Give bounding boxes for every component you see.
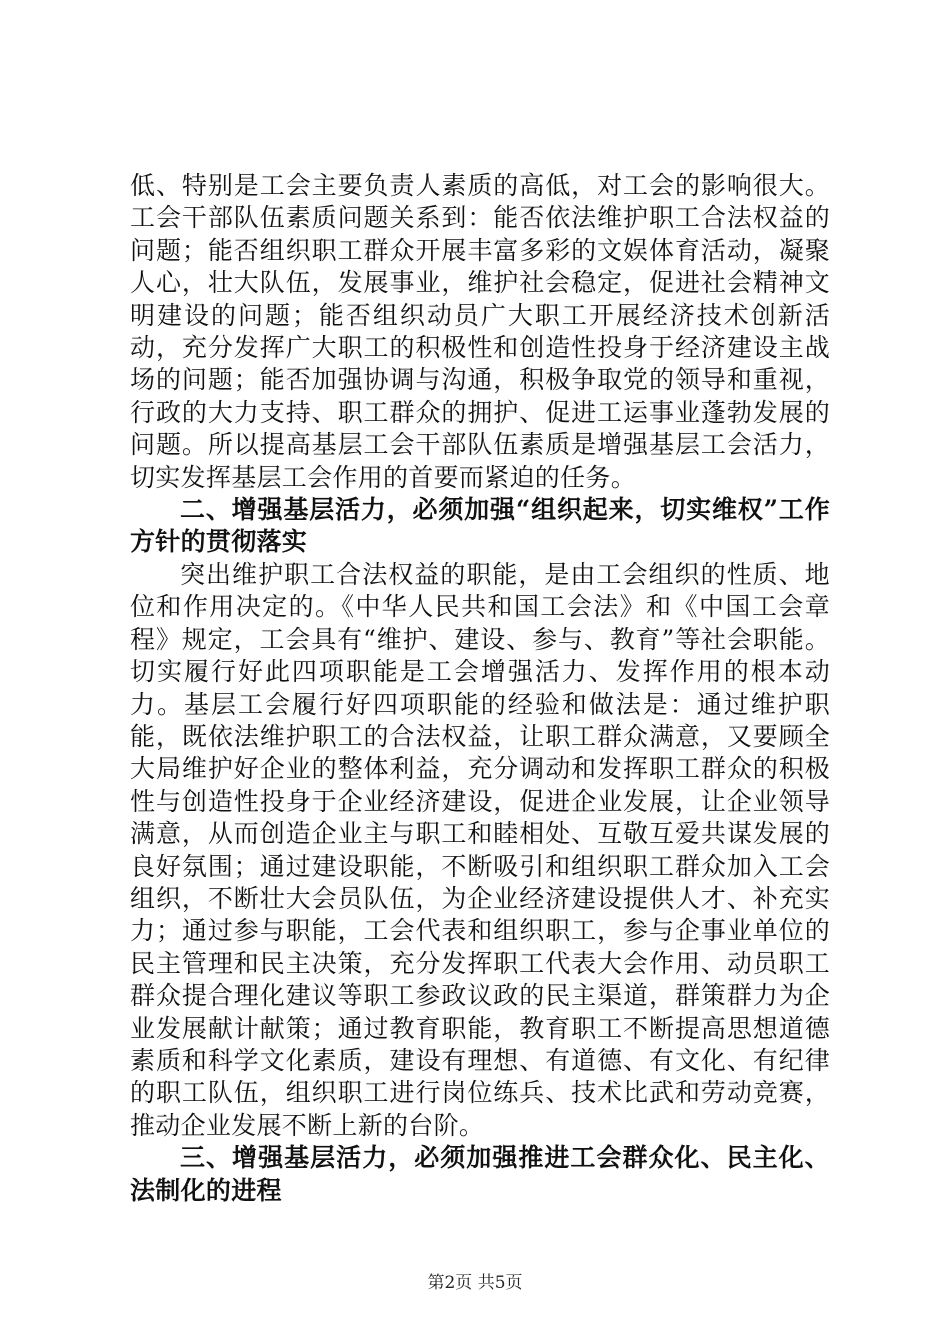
document-body bbox=[130, 170, 830, 1207]
paragraph-section-2: 突出维护职工合法权益的职能，是由工会组织的性质、地位和作用决定的。《中华人民共和国工会法》和《中国工会章程》规定，工会具有“维护、建设、参与、教育”等社会职能。切实履行好此四项职能是工会增强活力、发挥作用的根本动力。基层工会履行好四项职能的经验和做法是：通过维护职能，既依法维护职工的合法权益，让职工群众满意，又要顾全大局维护好企业的整体利益，充分调动和发挥职工群众的积极性与创造性投身于企业经济建设，促进企业发展，让企业领导满意，从而创造企业主与职工和睦相处、互敬互爱共谋发展的良好氛围；通过建设职能，不断吸引和组织职工群众加入工会组织，不断壮大会员队伍，为企业经济建设提供人才、补充实力；通过参与职能，工会代表和组织职工，参与企事业单位的民主管理和民主决策，充分发挥职工代表大会作用、动员职工群众提合理化建议等职工参政议政的民主渠道，群策群力为企业发展献计献策；通过教育职能，教育职工不断提高思想道德素质和科学文化素质，建设有理想、有道德、有文化、有纪律的职工队伍，组织职工进行岗位练兵、技术比武和劳动竞赛，推动企业发展不断上新的台阶。 bbox=[130, 559, 830, 1140]
paragraph-continued: 低、特别是工会主要负责人素质的高低，对工会的影响很大。工会干部队伍素质问题关系到：能否依法维护职工合法权益的问题；能否组织职工群众开展丰富多彩的文娱体育活动，凝聚人心，壮大队伍，发展事业，维护社会稳定，促进社会精神文明建设的问题；能否组织动员广大职工开展经济技术创新活动，充分发挥广大职工的积极性和创造性投身于经济建设主战场的问题；能否加强协调与沟通，积极争取党的领导和重视，行政的大力支持、职工群众的拥护、促进工运事业蓬勃发展的问题。所以提高基层工会干部队伍素质是增强基层工会活力，切实发挥基层工会作用的首要而紧迫的任务。 bbox=[130, 171, 830, 492]
section-heading-2: 二、增强基层活力，必须加强“组织起来，切实维权”工作方针的贯彻落实 bbox=[130, 495, 830, 557]
page-number: 第2页 共5页 bbox=[427, 1273, 523, 1293]
section-heading-3: 三、增强基层活力，必须加强推进工会群众化、民主化、法制化的进程 bbox=[130, 1143, 830, 1205]
page-footer bbox=[0, 1272, 950, 1294]
